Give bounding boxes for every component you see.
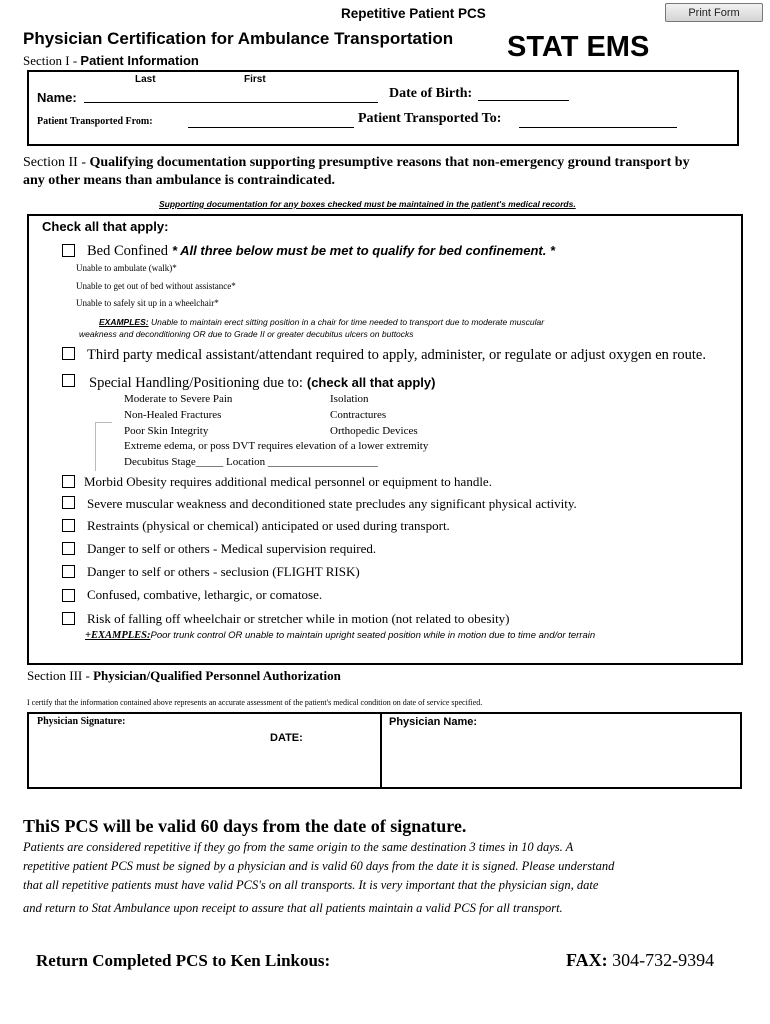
restraints-checkbox[interactable]: [62, 519, 75, 532]
section1-name: Patient Information: [80, 53, 199, 68]
dob-field[interactable]: [478, 100, 569, 101]
certify-statement: I certify that the information contained above represents an accurate assessment of the patient's medical condition on date of service specified.: [27, 698, 483, 707]
confused-label: Confused, combative, lethargic, or comatose.: [87, 587, 323, 602]
bed-criteria-1: Unable to ambulate (walk)*: [76, 263, 177, 273]
danger-medical-checkbox[interactable]: [62, 542, 75, 555]
muscular-weakness-label: Severe muscular weakness and deconditioned state precludes any significant physical activity.: [87, 496, 577, 511]
dob-label: Date of Birth:: [389, 86, 473, 101]
handling-fractures: Non-Healed Fractures: [124, 409, 222, 421]
handling-pain: Moderate to Severe Pain: [124, 393, 233, 405]
section3-prefix: Section III -: [27, 668, 94, 683]
examples-line1: Unable to maintain erect sitting position in a chair for time needed to transport due to moderate muscular: [150, 317, 545, 327]
examples-row: [99, 317, 544, 327]
handling-orthopedic: Orthopedic Devices: [330, 425, 418, 437]
section2-prefix: Section II -: [23, 155, 90, 170]
transported-from-label: Patient Transported From:: [37, 116, 153, 127]
third-party-label: Third party medical assistant/attendant required to apply, administer, or regulate or adjust oxygen en route.: [87, 347, 706, 363]
policy-line3: that all repetitive patients must have valid PCS's on all transports. It is very important that the physician sign, date: [23, 878, 599, 892]
fall-risk-label: Risk of falling off wheelchair or stretcher while in motion (not related to obesity): [87, 611, 510, 626]
section3-name: Physician/Qualified Personnel Authorization: [93, 668, 341, 683]
name-field[interactable]: [84, 102, 378, 103]
morbid-obesity-label: Morbid Obesity requires additional medical personnel or equipment to handle.: [84, 474, 492, 489]
section2-heading: [23, 155, 690, 171]
bed-confined-row: [87, 242, 555, 260]
fall-risk-checkbox[interactable]: [62, 612, 75, 625]
company-name: STAT EMS: [507, 31, 650, 63]
signature-divider: [380, 712, 382, 789]
transported-to-label: Patient Transported To:: [358, 111, 502, 126]
last-name-label: Last: [135, 74, 156, 85]
examples2-text: Poor trunk control OR unable to maintain upright seated position while in motion due to time and/or terrain: [150, 630, 596, 641]
fax-number: 304-732-9394: [612, 950, 715, 970]
documentation-note: Supporting documentation for any boxes checked must be maintained in the patient's medical records.: [159, 199, 576, 209]
confused-checkbox[interactable]: [62, 589, 75, 602]
special-handling-checkbox[interactable]: [62, 374, 75, 387]
handling-decubitus: Decubitus Stage_____ Location ____________________: [124, 456, 378, 468]
bed-criteria-2: Unable to get out of bed without assistance*: [76, 281, 236, 291]
transported-from-field[interactable]: [188, 127, 354, 128]
handling-isolation: Isolation: [330, 393, 369, 405]
handling-skin: Poor Skin Integrity: [124, 425, 209, 437]
examples-label: EXAMPLES:: [99, 317, 149, 327]
first-name-label: First: [244, 74, 266, 85]
examples2-row: [85, 630, 595, 641]
handling-extreme-edema: Extreme edema, or poss DVT requires elevation of a lower extremity: [124, 440, 429, 452]
muscular-weakness-checkbox[interactable]: [62, 496, 75, 509]
section1-heading: [23, 53, 199, 69]
policy-line1: Patients are considered repetitive if they go from the same origin to the same destination 3 times in 10 days. A: [23, 840, 574, 854]
examples2-label: +EXAMPLES:: [85, 630, 151, 641]
handling-subbox: [95, 422, 112, 471]
date-label: DATE:: [270, 732, 303, 744]
bed-criteria-3: Unable to safely sit up in a wheelchair*: [76, 298, 219, 308]
section2-text-line2: any other means than ambulance is contraindicated.: [23, 173, 336, 188]
danger-seclusion-checkbox[interactable]: [62, 565, 75, 578]
special-handling-row: [89, 374, 435, 392]
physician-signature-field[interactable]: [30, 728, 378, 786]
return-instructions: Return Completed PCS to Ken Linkous:: [36, 951, 331, 970]
restraints-label: Restraints (physical or chemical) anticipated or used during transport.: [87, 518, 450, 533]
section1-prefix: Section I -: [23, 53, 81, 68]
special-handling-note: (check all that apply): [306, 375, 436, 390]
special-handling-label: Special Handling/Positioning due to:: [89, 375, 303, 391]
third-party-checkbox[interactable]: [62, 347, 75, 360]
danger-medical-label: Danger to self or others - Medical supervision required.: [87, 541, 377, 556]
danger-seclusion-label: Danger to self or others - seclusion (FLIGHT RISK): [87, 564, 360, 579]
physician-name-field[interactable]: [384, 730, 739, 786]
morbid-obesity-checkbox[interactable]: [62, 475, 75, 488]
form-main-title: Physician Certification for Ambulance Transportation: [23, 29, 454, 48]
print-form-button[interactable]: Print Form: [665, 3, 763, 22]
physician-name-label: Physician Name:: [389, 716, 478, 728]
fax-row: [566, 950, 714, 971]
examples-line2: weakness and deconditioning OR due to Grade II or greater decubitus ulcers on buttocks: [79, 329, 414, 339]
bed-confined-label: Bed Confined: [87, 243, 168, 259]
transported-to-field[interactable]: [519, 127, 677, 128]
physician-signature-label: Physician Signature:: [37, 716, 126, 727]
fax-label: FAX:: [566, 950, 608, 970]
form-top-title: Repetitive Patient PCS: [341, 6, 486, 21]
section3-heading: [27, 668, 341, 684]
section2-text-line1: Qualifying documentation supporting presumptive reasons that non-emergency ground transport by: [89, 155, 690, 170]
check-all-label: Check all that apply:: [42, 219, 169, 234]
name-label: Name:: [37, 90, 77, 105]
bed-confined-note: * All three below must be met to qualify for bed confinement. *: [171, 243, 556, 258]
bed-confined-checkbox[interactable]: [62, 244, 75, 257]
policy-line4: and return to Stat Ambulance upon receipt to assure that all patients maintain a valid PCS for all transport.: [23, 901, 563, 915]
validity-statement: ThiS PCS will be valid 60 days from the date of signature.: [23, 816, 467, 836]
policy-line2: repetitive patient PCS must be signed by a physician and is valid 60 days from the date it is signed. Please understand: [23, 859, 615, 873]
handling-contractures: Contractures: [330, 409, 387, 421]
patient-info-box: [27, 70, 739, 146]
